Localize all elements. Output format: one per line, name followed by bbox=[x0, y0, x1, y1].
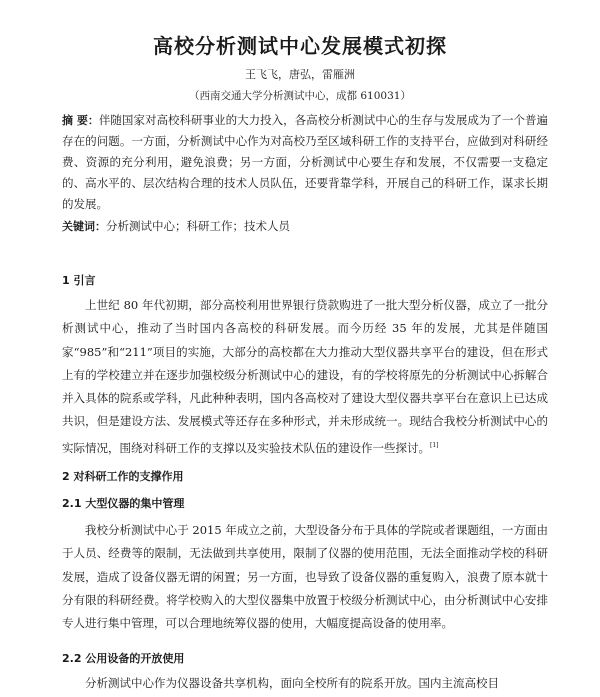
section-intro-paragraph bbox=[62, 294, 548, 460]
section-heading-support: 2 对科研工作的支撑作用 bbox=[62, 470, 184, 483]
subsection-2-1-paragraph: 我校分析测试中心于 2015 年成立之前，大型设备分布于具体的学院或者课题组，一方面由于人员、经费等的限制，无法做到共享使用，限制了仪器的使用范围，无法全面推动学校的科研发展，造成了设备仪器无谓的闲置；另一方面，也导致了设备仪器的重复购入，浪费了原本就十分有限的科研经费。将学校购入的大型仪器集中放置于校级分析测试中心，由分析测试中心安排专人进行集中管理，可以合理地统筹仪器的使用，大幅度提高设备的使用率。 bbox=[62, 523, 548, 631]
authors: 王飞飞，唐弘，雷雁洲 bbox=[245, 68, 355, 81]
subsection-heading-2-2: 2.2 公用设备的开放使用 bbox=[62, 652, 185, 665]
intro-text: 上世纪 80 年代初期，部分高校利用世界银行贷款购进了一批大型分析仪器，成立了一批分析测试中心，推动了当时国内各高校的科研发展。而今历经 35 年的发展，尤其是伴随国家“985”和“211”项目的实施，大部分的高校都在大力推动大型仪器共享平台的建设，但在形式上有的学校建立并在逐步加强校级分析测试中心的建设，有的学校将原先的分析测试中心拆解合并入具体的院系或学科，凡此种种表明，国内各高校对了建设大型仪器共享平台在意识上已达成共识，但是建设方法、发展模式等还存在多种形式，并未形成统一。现结合我校分析测试中心的实际情况，围绕对科研工作的支撑以及实验技术队伍的建设作一些探讨。 bbox=[62, 298, 548, 455]
abstract bbox=[62, 110, 548, 215]
keywords-text: 分析测试中心；科研工作；技术人员 bbox=[106, 219, 290, 233]
keywords-label: 关键词： bbox=[62, 220, 106, 233]
keywords bbox=[62, 218, 548, 234]
citation-ref: [1] bbox=[430, 441, 439, 449]
subsection-2-2-paragraph: 分析测试中心作为仪器设备共享机构，面向全校所有的院系开放。国内主流高校目 bbox=[85, 676, 499, 690]
abstract-text: 伴随国家对高校科研事业的大力投入，各高校分析测试中心的生存与发展成为了一个普遍存在的问题。一方面，分析测试中心作为对高校乃至区域科研工作的支持平台，应做到对科研经费、资源的充分利用，避免浪费；另一方面，分析测试中心要生存和发展，不仅需要一支稳定的、高水平的、层次结构合理的技术人员队伍，还要背靠学科，开展自己的科研工作，谋求长期的发展。 bbox=[62, 113, 548, 211]
subsection-heading-2-1: 2.1 大型仪器的集中管理 bbox=[62, 497, 185, 510]
affiliation: （西南交通大学分析测试中心，成都 610031） bbox=[189, 90, 411, 102]
abstract-label: 摘 要： bbox=[62, 114, 99, 127]
paper-title: 高校分析测试中心发展模式初探 bbox=[153, 34, 447, 58]
section-heading-intro: 1 引言 bbox=[62, 274, 96, 287]
